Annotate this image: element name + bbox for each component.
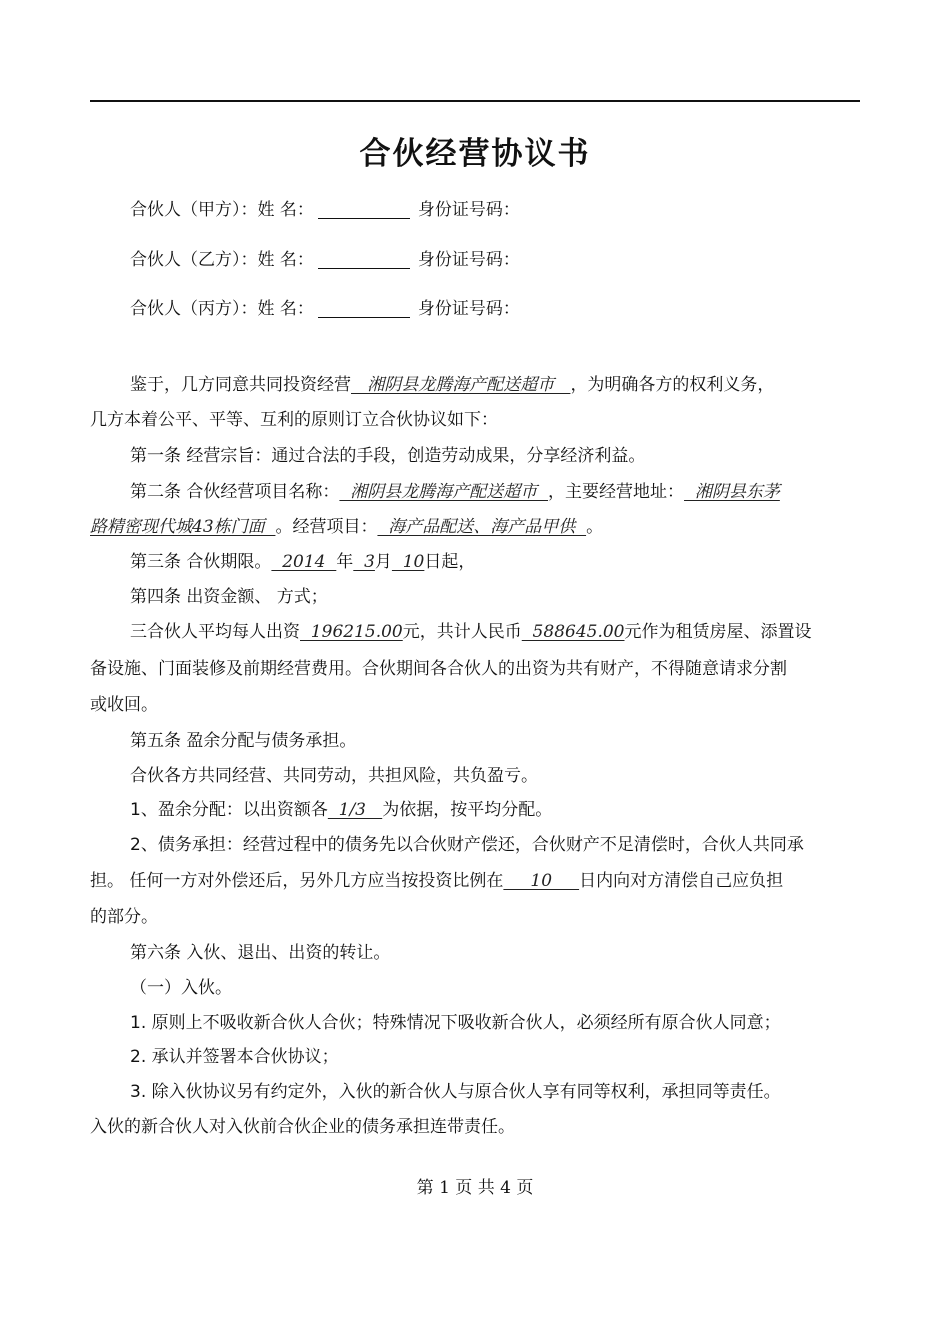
article-2-line-2 (90, 515, 603, 539)
party-b-id-label: 身份证号码： (417, 250, 520, 270)
article-6-item-2: 2. 承认并签署本合伙协议； (130, 1047, 339, 1067)
address-fill-1: 湘阴县东茅 (684, 482, 780, 502)
intro-line-2: 几方本着公平、平等、互利的原则订立合伙协议如下： (90, 410, 498, 430)
article-6-item-3-line-2: 入伙的新合伙人对入伙前合伙企业的债务承担连带责任。 (90, 1117, 515, 1137)
month-unit: 月 (374, 552, 392, 572)
start-month-fill: 3 (353, 552, 375, 572)
share-ratio-fill: 1/3 (327, 800, 383, 820)
start-year-fill: 2014 (271, 552, 337, 572)
article-2-text-2: ，主要经营地址： (548, 482, 685, 502)
party-c-name-blank (318, 299, 410, 318)
article-4-line-1 (130, 620, 812, 644)
start-day-fill: 10 (391, 552, 425, 572)
article-1: 第一条 经营宗旨：通过合法的手段，创造劳动成果，分享经济利益。 (130, 446, 646, 466)
day-unit: 日起， (424, 552, 476, 572)
profit-text: 1、盈余分配：以出资额各 (130, 800, 328, 820)
article-4-text: 三合伙人平均每人出资 (130, 622, 300, 642)
article-6-heading: 第六条 入伙、退出、出资的转让。 (130, 943, 391, 963)
article-5-para-1: 合伙各方共同经营、共同劳动，共担风险，共负盈亏。 (130, 766, 538, 786)
article-5-para-3-line-3: 的部分。 (90, 907, 158, 927)
each-contribution-fill: 196215.00 (300, 622, 403, 642)
year-unit: 年 (336, 552, 354, 572)
article-3-text: 第三条 合伙期限。 (130, 552, 272, 572)
address-fill-2: 路精密现代城43栋门面 (90, 517, 276, 537)
party-a-id-label: 身份证号码： (417, 200, 520, 220)
party-a-line (130, 198, 520, 222)
repay-days-fill: 10 (503, 871, 580, 891)
article-6-sub-heading: （一）入伙。 (130, 978, 232, 998)
intro-text-2: ，为明确各方的权利义务， (570, 375, 775, 395)
business-name-fill: 湘阴县龙腾海产配送超市 (351, 375, 571, 395)
debt-text: 担。 任何一方对外偿还后，另外几方应当按投资比例在 (90, 871, 504, 891)
article-2-text-4: 。 (586, 517, 604, 537)
article-2-text-3: 。经营项目： (275, 517, 378, 537)
article-4-text-3: 元作为租赁房屋、添置设 (624, 622, 812, 642)
business-items-fill: 海产品配送、海产品甲供 (377, 517, 587, 537)
party-c-label: 合伙人（丙方）：姓 名： (130, 299, 314, 319)
document-title: 合伙经营协议书 (359, 136, 591, 172)
party-c-line (130, 297, 520, 321)
party-c-id-label: 身份证号码： (417, 299, 520, 319)
article-6-item-3-line-1: 3. 除入伙协议另有约定外，入伙的新合伙人与原合伙人享有同等权利，承担同等责任。 (130, 1082, 781, 1102)
article-6-item-1: 1. 原则上不吸收新合伙人合伙；特殊情况下吸收新合伙人，必须经所有原合伙人同意； (130, 1013, 781, 1033)
header-rule (90, 100, 860, 102)
party-b-line (130, 248, 520, 272)
profit-text-2: 为依据，按平均分配。 (382, 800, 553, 820)
party-a-label: 合伙人（甲方）：姓 名： (130, 200, 314, 220)
party-a-name-blank (318, 200, 410, 219)
page-number: 第 1 页 共 4 页 (416, 1178, 534, 1198)
debt-text-2: 日内向对方清偿自己应负担 (579, 871, 784, 891)
intro-text: 鉴于，几方同意共同投资经营 (130, 375, 351, 395)
article-2-line-1 (130, 480, 780, 504)
project-name-fill: 湘阴县龙腾海产配送超市 (339, 482, 549, 502)
total-contribution-fill: 588645.00 (521, 622, 625, 642)
intro-line-1 (130, 373, 774, 397)
article-4-line-2: 备设施、门面装修及前期经营费用。合伙期间各合伙人的出资为共有财产，不得随意请求分割 (90, 659, 787, 679)
article-4-text-2: 元，共计人民币 (402, 622, 522, 642)
party-b-label: 合伙人（乙方）：姓 名： (130, 250, 314, 270)
article-2-text: 第二条 合伙经营项目名称： (130, 482, 340, 502)
article-5-para-2 (130, 798, 552, 822)
article-5-heading: 第五条 盈余分配与债务承担。 (130, 731, 357, 751)
article-4-heading: 第四条 出资金额、 方式； (130, 587, 328, 607)
article-5-para-3-line-1: 2、债务承担：经营过程中的债务先以合伙财产偿还，合伙财产不足清偿时，合伙人共同承 (130, 835, 804, 855)
article-3 (130, 550, 475, 574)
article-5-para-3-line-2 (90, 869, 783, 893)
party-b-name-blank (318, 250, 410, 269)
article-4-line-3: 或收回。 (90, 695, 158, 715)
